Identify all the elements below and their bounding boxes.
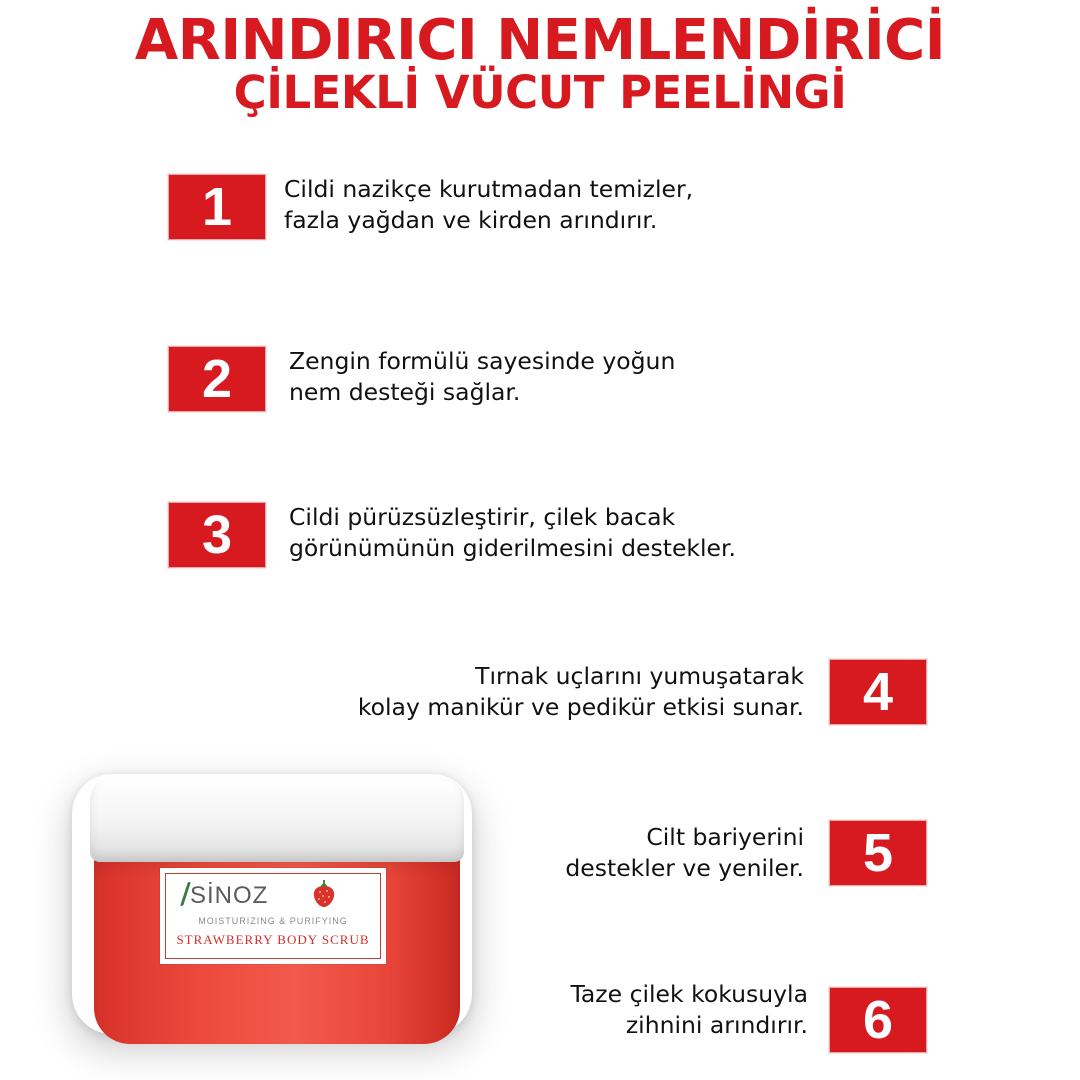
feature-3-line-2: görünümünün giderilmesini destekler. <box>289 534 736 562</box>
feature-2-line-2: nem desteği sağlar. <box>289 378 521 406</box>
feature-4-line-1: Tırnak uçlarını yumuşatarak <box>475 662 804 690</box>
feature-2-line-1: Zengin formülü sayesinde yoğun <box>289 347 676 375</box>
product-label <box>160 868 386 964</box>
feature-text-4 <box>358 661 804 723</box>
feature-text-1 <box>284 174 693 236</box>
feature-3-line-1: Cildi pürüzsüzleştirir, çilek bacak <box>289 503 676 531</box>
feature-number-6: 6 <box>829 987 927 1053</box>
feature-number-2: 2 <box>168 346 266 412</box>
feature-4-line-2: kolay manikür ve pedikür etkisi sunar. <box>357 693 804 721</box>
feature-5-line-1: Cilt bariyerini <box>646 823 804 851</box>
brand-name: SİNOZ <box>190 882 269 909</box>
page-subtitle: ÇİLEKLİ VÜCUT PEELİNGİ <box>233 66 847 119</box>
feature-6-line-2: zihnini arındırır. <box>625 1011 808 1039</box>
product-jar <box>62 760 482 1050</box>
feature-5-line-2: destekler ve yeniler. <box>565 854 804 882</box>
jar-lid <box>90 778 464 862</box>
feature-text-5 <box>565 822 804 884</box>
feature-6-line-1: Taze çilek kokusuyla <box>570 980 808 1008</box>
feature-text-2 <box>289 346 675 408</box>
feature-1-line-1: Cildi nazikçe kurutmadan temizler, <box>284 175 694 203</box>
feature-number-5: 5 <box>829 820 927 886</box>
feature-number-4: 4 <box>829 659 927 725</box>
product-name: STRAWBERRY BODY SCRUB <box>176 932 370 947</box>
strawberry-icon <box>310 878 338 908</box>
feature-text-6 <box>570 979 808 1041</box>
page-title: ARINDIRICI NEMLENDİRİCİ <box>134 8 946 73</box>
feature-text-3 <box>289 502 736 564</box>
feature-number-1: 1 <box>168 174 266 240</box>
feature-1-line-2: fazla yağdan ve kirden arındırır. <box>284 206 658 234</box>
feature-number-3: 3 <box>168 502 266 568</box>
product-subtitle: MOISTURIZING & PURIFYING <box>198 916 348 926</box>
